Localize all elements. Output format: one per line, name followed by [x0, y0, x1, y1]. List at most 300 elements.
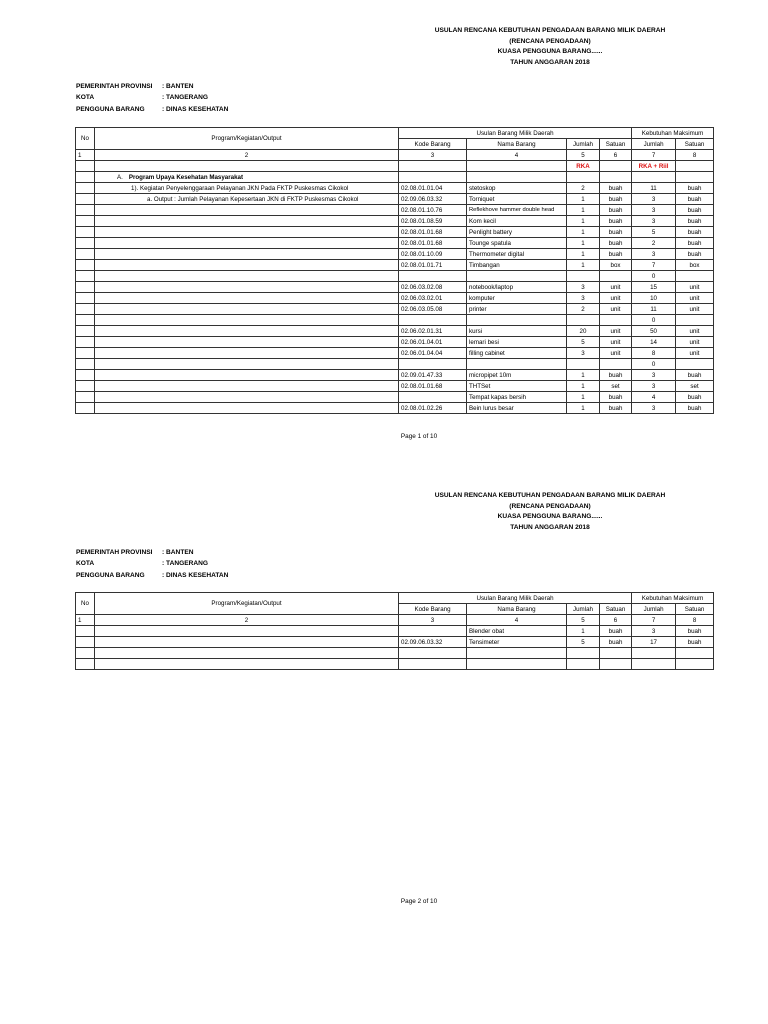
- program-cell: [95, 403, 399, 414]
- kebutuhan-satuan-cell: [676, 359, 714, 370]
- kebutuhan-satuan-cell: unit: [676, 348, 714, 359]
- program-cell: [95, 282, 399, 293]
- col-number: 2: [95, 615, 399, 626]
- meta-value: : TANGERANG: [162, 94, 209, 102]
- jumlah-cell: 5: [567, 637, 600, 648]
- kode-barang-cell: 02.06.03.02.08: [399, 282, 467, 293]
- table-row: [76, 205, 714, 216]
- satuan-cell: buah: [600, 216, 632, 227]
- satuan-cell: [600, 315, 632, 326]
- empty-cell: [76, 337, 95, 348]
- kebutuhan-satuan-cell: buah: [676, 205, 714, 216]
- empty-cell: [399, 161, 467, 172]
- satuan-cell: unit: [600, 348, 632, 359]
- jumlah-cell: [567, 648, 600, 659]
- kebutuhan-jumlah-cell: 2: [632, 238, 676, 249]
- kode-barang-cell: 02.08.01.01.68: [399, 381, 467, 392]
- program-cell: [95, 637, 399, 648]
- nama-barang-cell: Tounge spatula: [467, 238, 567, 249]
- kebutuhan-satuan-cell: buah: [676, 249, 714, 260]
- kebutuhan-satuan-cell: unit: [676, 293, 714, 304]
- jumlah-cell: 2: [567, 304, 600, 315]
- kebutuhan-jumlah-cell: 3: [632, 370, 676, 381]
- kebutuhan-jumlah-cell: 3: [632, 381, 676, 392]
- col-satuan-header: Satuan: [600, 604, 632, 615]
- kode-barang-cell: [399, 392, 467, 403]
- program-cell: 1). Kegiatan Penyelenggaraan Pelayanan JKN Pada FKTP Puskesmas Cikokol: [95, 183, 399, 194]
- nama-barang-cell: Tensimeter: [467, 637, 567, 648]
- col-number: 6: [600, 615, 632, 626]
- table-row: [76, 216, 714, 227]
- kebutuhan-jumlah-cell: 3: [632, 205, 676, 216]
- col-kode-header: Kode Barang: [399, 604, 467, 615]
- nama-barang-cell: Kom kecil: [467, 216, 567, 227]
- col-number: 4: [467, 615, 567, 626]
- nama-barang-cell: printer: [467, 304, 567, 315]
- program-name: Program Upaya Kesehatan Masyarakat: [128, 173, 244, 181]
- kebutuhan-satuan-cell: buah: [676, 370, 714, 381]
- kebutuhan-jumlah-cell: 5: [632, 227, 676, 238]
- col-program-header: Program/Kegiatan/Output: [95, 593, 399, 615]
- jumlah-cell: 1: [567, 238, 600, 249]
- nama-barang-cell: lemari besi: [467, 337, 567, 348]
- empty-cell: [76, 370, 95, 381]
- table-row: [76, 370, 714, 381]
- kode-barang-cell: 02.08.01.10.76: [399, 205, 467, 216]
- report-header: [390, 26, 710, 68]
- kebutuhan-jumlah-cell: [632, 648, 676, 659]
- kebutuhan-jumlah-cell: 3: [632, 194, 676, 205]
- header-line-4: TAHUN ANGGARAN 2018: [510, 523, 590, 531]
- header-line-1: USULAN RENCANA KEBUTUHAN PENGADAAN BARANG MILIK DAERAH: [434, 27, 666, 34]
- kode-barang-cell: [399, 359, 467, 370]
- empty-cell: [76, 626, 95, 637]
- empty-cell: [95, 161, 399, 172]
- kode-barang-cell: [399, 659, 467, 670]
- satuan-cell: unit: [600, 326, 632, 337]
- program-cell: [95, 359, 399, 370]
- kode-barang-cell: 02.08.01.01.68: [399, 238, 467, 249]
- table-row: [76, 403, 714, 414]
- kebutuhan-jumlah-cell: 0: [632, 359, 676, 370]
- procurement-table: [75, 592, 714, 670]
- kode-barang-cell: 02.08.01.01.71: [399, 260, 467, 271]
- kebutuhan-satuan-cell: buah: [676, 194, 714, 205]
- kebutuhan-jumlah-cell: [632, 659, 676, 670]
- header-line-2: (RENCANA PENGADAAN): [509, 502, 591, 510]
- satuan-cell: [600, 359, 632, 370]
- table-row: [76, 183, 714, 194]
- table-row: [76, 260, 714, 271]
- jumlah-cell: 1: [567, 194, 600, 205]
- empty-cell: [76, 161, 95, 172]
- kebutuhan-satuan-cell: buah: [676, 403, 714, 414]
- kode-barang-cell: 02.09.01.47.33: [399, 370, 467, 381]
- meta-value: : BANTEN: [162, 549, 194, 556]
- col-usulan-header: Usulan Barang Milik Daerah: [399, 128, 632, 139]
- kebutuhan-jumlah-cell: 10: [632, 293, 676, 304]
- kebutuhan-jumlah-cell: 17: [632, 637, 676, 648]
- jumlah-cell: 1: [567, 227, 600, 238]
- kode-barang-cell: 02.06.03.05.08: [399, 304, 467, 315]
- kebutuhan-satuan-cell: unit: [676, 304, 714, 315]
- satuan-cell: [600, 648, 632, 659]
- kode-barang-cell: [399, 648, 467, 659]
- nama-barang-cell: kursi: [467, 326, 567, 337]
- col-nama-header: Nama Barang: [467, 139, 567, 150]
- program-cell: [95, 315, 399, 326]
- program-cell: [95, 326, 399, 337]
- table-row: [76, 348, 714, 359]
- col-number: 3: [399, 150, 467, 161]
- jumlah-cell: 1: [567, 392, 600, 403]
- page-footer: Page 2 of 10: [400, 898, 438, 905]
- col-number: 6: [600, 150, 632, 161]
- kode-barang-cell: 02.06.02.01.31: [399, 326, 467, 337]
- satuan-cell: buah: [600, 637, 632, 648]
- empty-cell: [76, 348, 95, 359]
- program-cell: [95, 216, 399, 227]
- satuan-cell: [600, 271, 632, 282]
- nama-barang-cell: Bein lurus besar: [467, 403, 567, 414]
- satuan-cell: box: [600, 260, 632, 271]
- col-number: 2: [95, 150, 399, 161]
- kebutuhan-satuan-cell: buah: [676, 637, 714, 648]
- program-cell: [95, 304, 399, 315]
- header-line-3: KUASA PENGGUNA BARANG......: [497, 48, 603, 55]
- empty-cell: [76, 227, 95, 238]
- empty-cell: [567, 172, 600, 183]
- meta-value: : DINAS KESEHATAN: [162, 571, 229, 579]
- empty-cell: [76, 194, 95, 205]
- table-row: [76, 359, 714, 370]
- program-cell: [95, 348, 399, 359]
- col-jumlah-header: Jumlah: [567, 604, 600, 615]
- empty-cell: [76, 381, 95, 392]
- meta-value: : DINAS KESEHATAN: [162, 105, 229, 113]
- kode-barang-cell: 02.08.01.08.59: [399, 216, 467, 227]
- table-row: [76, 271, 714, 282]
- col-number: 4: [467, 150, 567, 161]
- col-jumlah2-header: Jumlah: [632, 604, 676, 615]
- program-cell: [95, 392, 399, 403]
- col-number: 1: [76, 615, 95, 626]
- program-cell: [95, 337, 399, 348]
- kebutuhan-jumlah-cell: 3: [632, 249, 676, 260]
- kebutuhan-satuan-cell: unit: [676, 337, 714, 348]
- program-cell: [95, 271, 399, 282]
- kebutuhan-satuan-cell: unit: [676, 282, 714, 293]
- satuan-cell: unit: [600, 282, 632, 293]
- empty-cell: [76, 183, 95, 194]
- empty-cell: [76, 205, 95, 216]
- procurement-table: [75, 127, 714, 414]
- program-cell: a. Output : Jumlah Pelayanan Kepesertaan JKN di FKTP Puskesmas Cikokol: [95, 194, 399, 205]
- kebutuhan-satuan-cell: unit: [676, 326, 714, 337]
- table-row: [76, 337, 714, 348]
- kode-barang-cell: 02.06.01.04.04: [399, 348, 467, 359]
- satuan-cell: [600, 659, 632, 670]
- jumlah-cell: 1: [567, 260, 600, 271]
- page-footer: Page 1 of 10: [400, 433, 438, 440]
- program-cell: [95, 227, 399, 238]
- empty-cell: [76, 238, 95, 249]
- empty-cell: [76, 271, 95, 282]
- nama-barang-cell: [467, 315, 567, 326]
- empty-cell: [676, 172, 714, 183]
- col-number: 7: [632, 615, 676, 626]
- nama-barang-cell: [467, 359, 567, 370]
- kebutuhan-satuan-cell: [676, 315, 714, 326]
- nama-barang-cell: [467, 271, 567, 282]
- program-cell: [95, 370, 399, 381]
- empty-cell: [76, 172, 95, 183]
- col-usulan-header: Usulan Barang Milik Daerah: [399, 593, 632, 604]
- satuan-cell: unit: [600, 337, 632, 348]
- nama-barang-cell: Timbangan: [467, 260, 567, 271]
- nama-barang-cell: stetoskop: [467, 183, 567, 194]
- kebutuhan-jumlah-cell: 14: [632, 337, 676, 348]
- program-cell: [95, 205, 399, 216]
- report-meta: [76, 81, 228, 115]
- nama-barang-cell: komputer: [467, 293, 567, 304]
- jumlah-cell: 3: [567, 293, 600, 304]
- empty-cell: [600, 161, 632, 172]
- nama-barang-cell: [467, 659, 567, 670]
- jumlah-cell: 1: [567, 381, 600, 392]
- kebutuhan-jumlah-cell: 8: [632, 348, 676, 359]
- nama-barang-cell: Blender obat: [467, 626, 567, 637]
- kebutuhan-satuan-cell: [676, 271, 714, 282]
- program-cell: [95, 172, 399, 183]
- program-cell: [95, 260, 399, 271]
- rka-riil-label: RKA + Riil: [632, 161, 676, 172]
- satuan-cell: buah: [600, 227, 632, 238]
- meta-label: PENGGUNA BARANG: [76, 105, 145, 113]
- kebutuhan-satuan-cell: box: [676, 260, 714, 271]
- jumlah-cell: 5: [567, 337, 600, 348]
- table-row: [76, 194, 714, 205]
- kebutuhan-satuan-cell: [676, 648, 714, 659]
- kebutuhan-jumlah-cell: 7: [632, 260, 676, 271]
- kebutuhan-jumlah-cell: 11: [632, 183, 676, 194]
- satuan-cell: buah: [600, 238, 632, 249]
- kode-barang-cell: 02.08.01.10.09: [399, 249, 467, 260]
- kode-barang-cell: 02.09.06.03.32: [399, 637, 467, 648]
- header-line-2: (RENCANA PENGADAAN): [509, 37, 591, 45]
- jumlah-cell: [567, 659, 600, 670]
- empty-cell: [76, 659, 95, 670]
- program-cell: [95, 648, 399, 659]
- program-cell: [95, 293, 399, 304]
- empty-cell: [76, 216, 95, 227]
- kebutuhan-satuan-cell: buah: [676, 392, 714, 403]
- col-number: 1: [76, 150, 95, 161]
- empty-cell: [76, 315, 95, 326]
- rka-label: RKA: [567, 161, 600, 172]
- table-row: [76, 648, 714, 659]
- table-row: [76, 381, 714, 392]
- jumlah-cell: [567, 315, 600, 326]
- jumlah-cell: 1: [567, 626, 600, 637]
- jumlah-cell: 1: [567, 403, 600, 414]
- kebutuhan-jumlah-cell: 0: [632, 315, 676, 326]
- kode-barang-cell: 02.08.01.01.04: [399, 183, 467, 194]
- table-row: [76, 227, 714, 238]
- empty-cell: [76, 392, 95, 403]
- kebutuhan-jumlah-cell: 3: [632, 403, 676, 414]
- empty-cell: [399, 172, 467, 183]
- nama-barang-cell: [467, 648, 567, 659]
- program-cell: [95, 381, 399, 392]
- empty-cell: [467, 172, 567, 183]
- col-number: 7: [632, 150, 676, 161]
- col-satuan2-header: Satuan: [676, 139, 714, 150]
- meta-label: PENGGUNA BARANG: [76, 571, 145, 579]
- empty-cell: [76, 648, 95, 659]
- kode-barang-cell: [399, 626, 467, 637]
- col-satuan2-header: Satuan: [676, 604, 714, 615]
- satuan-cell: buah: [600, 183, 632, 194]
- kebutuhan-satuan-cell: buah: [676, 183, 714, 194]
- report-meta: [76, 547, 228, 581]
- jumlah-cell: 1: [567, 370, 600, 381]
- jumlah-cell: [567, 271, 600, 282]
- empty-cell: [600, 172, 632, 183]
- empty-cell: [76, 293, 95, 304]
- col-number: 5: [567, 615, 600, 626]
- col-number: 8: [676, 615, 714, 626]
- satuan-cell: set: [600, 381, 632, 392]
- col-kode-header: Kode Barang: [399, 139, 467, 150]
- meta-label: KOTA: [76, 94, 95, 102]
- kode-barang-cell: 02.09.06.03.32: [399, 194, 467, 205]
- kebutuhan-jumlah-cell: 15: [632, 282, 676, 293]
- meta-label: KOTA: [76, 560, 95, 568]
- meta-value: : BANTEN: [162, 83, 194, 90]
- program-cell: [95, 626, 399, 637]
- header-line-1: USULAN RENCANA KEBUTUHAN PENGADAAN BARANG MILIK DAERAH: [434, 492, 666, 499]
- program-letter: A.: [117, 173, 123, 181]
- kebutuhan-satuan-cell: buah: [676, 216, 714, 227]
- nama-barang-cell: filling cabinet: [467, 348, 567, 359]
- jumlah-cell: 1: [567, 205, 600, 216]
- empty-cell: [76, 326, 95, 337]
- table-row: [76, 392, 714, 403]
- empty-cell: [76, 359, 95, 370]
- header-line-3: KUASA PENGGUNA BARANG......: [497, 513, 603, 520]
- col-jumlah-header: Jumlah: [567, 139, 600, 150]
- jumlah-cell: 2: [567, 183, 600, 194]
- empty-cell: [76, 249, 95, 260]
- table-row: [76, 249, 714, 260]
- empty-cell: [467, 161, 567, 172]
- col-satuan-header: Satuan: [600, 139, 632, 150]
- table-row: [76, 626, 714, 637]
- empty-cell: [76, 403, 95, 414]
- report-header: [390, 491, 710, 533]
- jumlah-cell: 1: [567, 249, 600, 260]
- jumlah-cell: 20: [567, 326, 600, 337]
- table-row: [76, 659, 714, 670]
- nama-barang-cell: Reflekhove hammer double head: [467, 205, 567, 216]
- col-no-header: No: [76, 128, 95, 150]
- satuan-cell: buah: [600, 194, 632, 205]
- empty-cell: [76, 304, 95, 315]
- kebutuhan-satuan-cell: buah: [676, 626, 714, 637]
- meta-value: : TANGERANG: [162, 560, 209, 568]
- col-kebutuhan-header: Kebutuhan Maksimum: [632, 128, 714, 139]
- table-row: [76, 315, 714, 326]
- program-cell: [95, 238, 399, 249]
- program-cell: [95, 249, 399, 260]
- satuan-cell: buah: [600, 249, 632, 260]
- empty-cell: [676, 161, 714, 172]
- table-row: [76, 238, 714, 249]
- satuan-cell: buah: [600, 392, 632, 403]
- satuan-cell: buah: [600, 626, 632, 637]
- kode-barang-cell: 02.06.01.04.01: [399, 337, 467, 348]
- nama-barang-cell: Tempat kapas bersih: [467, 392, 567, 403]
- kebutuhan-satuan-cell: buah: [676, 227, 714, 238]
- kode-barang-cell: 02.06.03.02.01: [399, 293, 467, 304]
- table-row: [76, 304, 714, 315]
- header-line-4: TAHUN ANGGARAN 2018: [510, 58, 590, 66]
- col-number: 5: [567, 150, 600, 161]
- kode-barang-cell: [399, 271, 467, 282]
- nama-barang-cell: Penlight battery: [467, 227, 567, 238]
- kode-barang-cell: [399, 315, 467, 326]
- col-no-header: No: [76, 593, 95, 615]
- empty-cell: [76, 260, 95, 271]
- jumlah-cell: 3: [567, 282, 600, 293]
- jumlah-cell: 3: [567, 348, 600, 359]
- program-cell: [95, 659, 399, 670]
- col-program-header: Program/Kegiatan/Output: [95, 128, 399, 150]
- jumlah-cell: [567, 359, 600, 370]
- meta-label: PEMERINTAH PROVINSI: [76, 83, 153, 90]
- satuan-cell: buah: [600, 370, 632, 381]
- col-number: 8: [676, 150, 714, 161]
- nama-barang-cell: Torniquet: [467, 194, 567, 205]
- empty-cell: [76, 282, 95, 293]
- kebutuhan-jumlah-cell: 0: [632, 271, 676, 282]
- kebutuhan-jumlah-cell: 50: [632, 326, 676, 337]
- table-row: [76, 293, 714, 304]
- kode-barang-cell: 02.08.01.02.26: [399, 403, 467, 414]
- satuan-cell: buah: [600, 205, 632, 216]
- kebutuhan-jumlah-cell: 4: [632, 392, 676, 403]
- nama-barang-cell: THTSet: [467, 381, 567, 392]
- empty-cell: [76, 637, 95, 648]
- kebutuhan-jumlah-cell: 3: [632, 216, 676, 227]
- table-row: [76, 282, 714, 293]
- kebutuhan-satuan-cell: set: [676, 381, 714, 392]
- nama-barang-cell: micropipet 10m: [467, 370, 567, 381]
- kebutuhan-jumlah-cell: 3: [632, 626, 676, 637]
- kode-barang-cell: 02.08.01.01.68: [399, 227, 467, 238]
- col-number: 3: [399, 615, 467, 626]
- kebutuhan-satuan-cell: [676, 659, 714, 670]
- nama-barang-cell: Thermometer digital: [467, 249, 567, 260]
- satuan-cell: unit: [600, 293, 632, 304]
- col-kebutuhan-header: Kebutuhan Maksimum: [632, 593, 714, 604]
- meta-label: PEMERINTAH PROVINSI: [76, 549, 153, 556]
- satuan-cell: buah: [600, 403, 632, 414]
- jumlah-cell: 1: [567, 216, 600, 227]
- col-jumlah2-header: Jumlah: [632, 139, 676, 150]
- kebutuhan-satuan-cell: buah: [676, 238, 714, 249]
